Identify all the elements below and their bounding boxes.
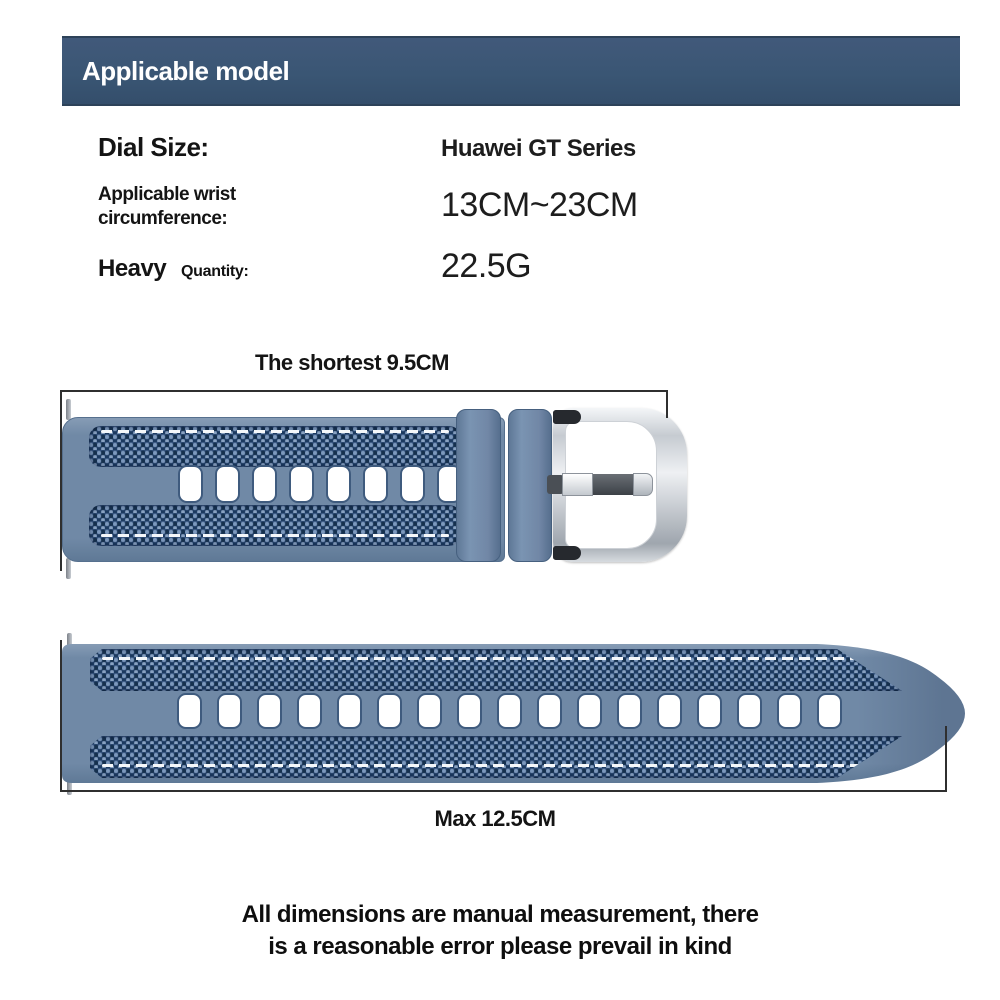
strap-keeper-loop [508, 409, 552, 562]
strap-hole [252, 465, 277, 503]
strap-hole [178, 465, 203, 503]
dial-size-value: Huawei GT Series [441, 135, 636, 162]
quantity-label: Quantity: [181, 263, 249, 280]
wrist-circumference-label: Applicable wrist circumference: [98, 184, 236, 229]
strap-hole [217, 693, 242, 729]
strap-hole [577, 693, 602, 729]
strap-hole [400, 465, 425, 503]
strap-hole [377, 693, 402, 729]
long-strap-image [60, 625, 970, 810]
strap-hole [417, 693, 442, 729]
fabric-inlay-bottom [90, 736, 902, 778]
buckle-hinge [553, 546, 581, 560]
strap-hole [697, 693, 722, 729]
stitch-line [101, 430, 449, 433]
fabric-inlay-top [90, 649, 902, 691]
strap-hole [297, 693, 322, 729]
buckle-prong [547, 473, 657, 496]
buckle [553, 408, 687, 562]
long-strap-caption: Max 12.5CM [434, 806, 556, 831]
short-strap-body [62, 417, 505, 562]
strap-hole [817, 693, 842, 729]
strap-hole [177, 693, 202, 729]
strap-hole [363, 465, 388, 503]
disclaimer-text [0, 899, 1000, 963]
short-strap-dimension-tick-right [666, 390, 668, 418]
fabric-inlay-top [89, 426, 461, 467]
prong-tip [633, 473, 653, 496]
buckle-hinge [553, 410, 581, 424]
strap-end-sleeve [456, 409, 501, 562]
strap-tip-shading [857, 644, 965, 783]
strap-hole [777, 693, 802, 729]
fabric-inlay-bottom [89, 505, 461, 546]
long-strap-body [62, 644, 965, 783]
strap-holes-row [177, 693, 842, 729]
short-strap-dimension-tick-left [60, 390, 62, 571]
short-strap-image [60, 398, 690, 583]
disclaimer-line-1: All dimensions are manual measurement, there [241, 901, 759, 928]
short-strap-dimension-line [62, 390, 667, 392]
strap-hole [337, 693, 362, 729]
strap-hole [215, 465, 240, 503]
long-strap-dimension-tick-left [60, 640, 62, 792]
short-strap-caption: The shortest 9.5CM [255, 350, 449, 375]
weight-label: Heavy [98, 255, 167, 282]
strap-hole [617, 693, 642, 729]
strap-hole [326, 465, 351, 503]
strap-hole [457, 693, 482, 729]
spring-bar-pin [66, 399, 71, 420]
disclaimer-line-2: is a reasonable error please prevail in kind [268, 933, 732, 960]
spring-bar-pin [66, 558, 71, 579]
wrist-circumference-value: 13CM~23CM [441, 186, 638, 224]
section-header-banner [62, 36, 960, 106]
weight-value: 22.5G [441, 247, 532, 285]
strap-hole [737, 693, 762, 729]
strap-hole [537, 693, 562, 729]
dial-size-label: Dial Size: [98, 132, 209, 162]
prong-segment [562, 473, 593, 496]
strap-hole [289, 465, 314, 503]
stitch-line [102, 657, 890, 660]
strap-hole [657, 693, 682, 729]
long-strap-dimension-tick-right [945, 726, 947, 792]
long-strap-dimension-line [62, 790, 947, 792]
strap-holes-row [178, 465, 462, 503]
prong-segment [593, 474, 633, 495]
stitch-line [101, 534, 449, 537]
stitch-line [102, 764, 890, 767]
strap-hole [497, 693, 522, 729]
section-title: Applicable model [82, 55, 290, 86]
strap-hole [257, 693, 282, 729]
